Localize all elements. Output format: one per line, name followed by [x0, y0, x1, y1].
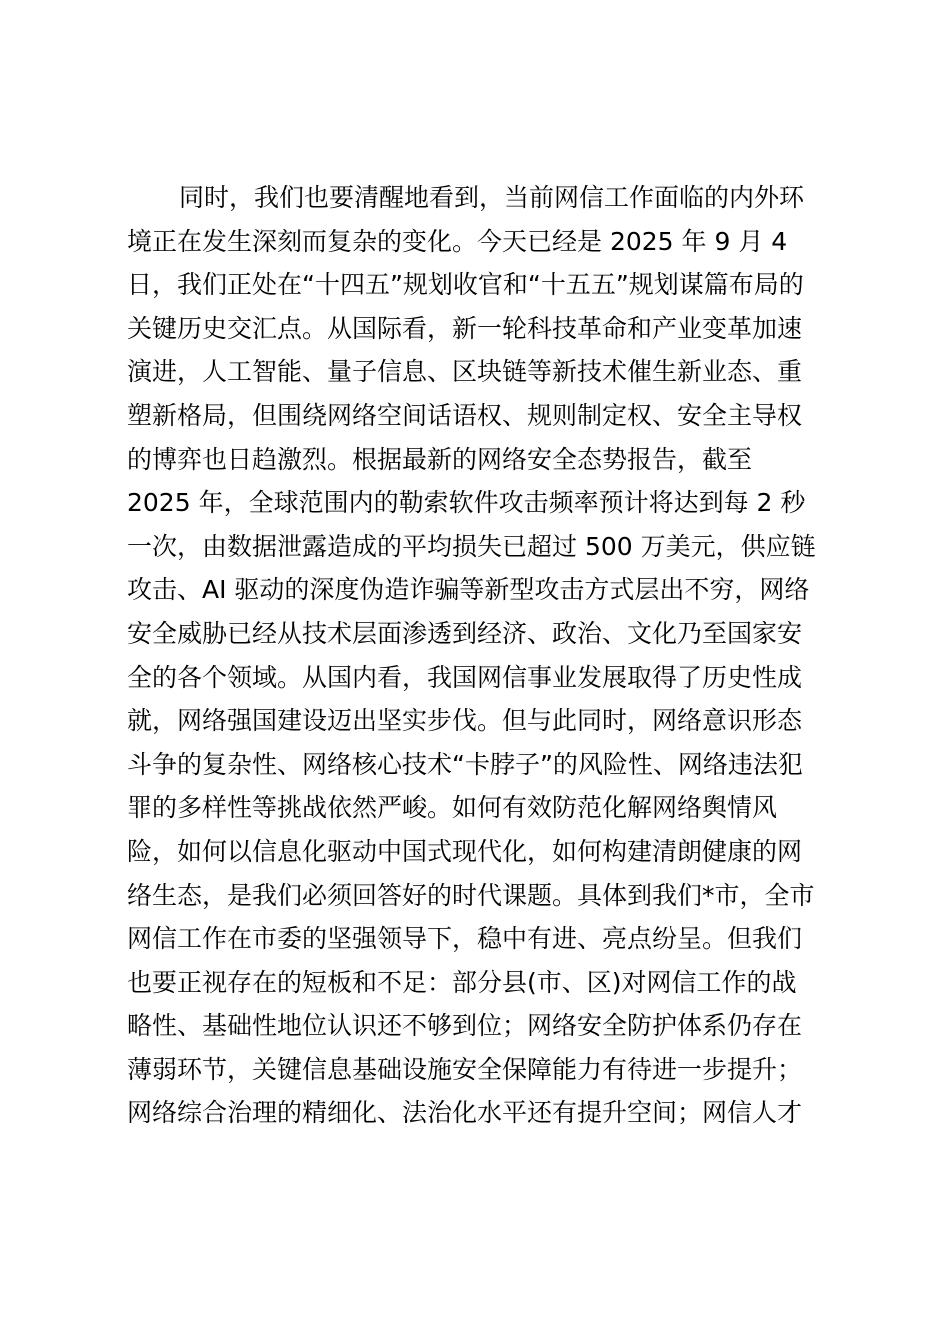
- paragraph-line: 就，网络强国建设迈出坚实步伐。但与此同时，网络意识形态: [127, 706, 803, 736]
- paragraph-line: 安全威胁已经从技术层面渗透到经济、政治、文化乃至国家安: [127, 618, 803, 648]
- paragraph-line: 全的各个领域。从国内看，我国网信事业发展取得了历史性成: [127, 662, 803, 692]
- paragraph-line: 一次，由数据泄露造成的平均损失已超过 500 万美元，供应链: [127, 531, 816, 561]
- paragraph-line: 也要正视存在的短板和不足：部分县(市、区)对网信工作的战: [127, 967, 797, 997]
- paragraph-line: 塑新格局，但围绕网络空间话语权、规则制定权、安全主导权: [127, 400, 803, 430]
- paragraph-line: 薄弱环节，关键信息基础设施安全保障能力有待进一步提升；: [127, 1054, 803, 1084]
- paragraph-line: 网信工作在市委的坚强领导下，稳中有进、亮点纷呈。但我们: [127, 924, 803, 954]
- paragraph-line: 演进，人工智能、量子信息、区块链等新技术催生新业态、重: [127, 357, 803, 387]
- paragraph-line: 2025 年，全球范围内的勒索软件攻击频率预计将达到每 2 秒: [127, 488, 806, 518]
- paragraph-line: 络生态，是我们必须回答好的时代课题。具体到我们*市，全市: [127, 880, 815, 910]
- paragraph-line: 境正在发生深刻而复杂的变化。今天已经是 2025 年 9 月 4: [127, 226, 788, 256]
- body-paragraph: [127, 176, 837, 1135]
- paragraph-line: 罪的多样性等挑战依然严峻。如何有效防范化解网络舆情风: [127, 793, 778, 823]
- paragraph-line: 关键历史交汇点。从国际看，新一轮科技革命和产业变革加速: [127, 313, 803, 343]
- paragraph-line: 斗争的复杂性、网络核心技术“卡脖子”的风险性、网络违法犯: [127, 749, 803, 779]
- paragraph-line: 险，如何以信息化驱动中国式现代化，如何构建清朗健康的网: [127, 836, 803, 866]
- paragraph-line: 日，我们正处在“十四五”规划收官和“十五五”规划谋篇布局的: [127, 270, 804, 300]
- paragraph-line: 攻击、AI 驱动的深度伪造诈骗等新型攻击方式层出不穷，网络: [127, 575, 810, 605]
- paragraph-line: 略性、基础性地位认识还不够到位；网络安全防护体系仍存在: [127, 1011, 803, 1041]
- paragraph-line: 的博弈也日趋激烈。根据最新的网络安全态势报告，截至: [127, 444, 753, 474]
- paragraph-line: 网络综合治理的精细化、法治化水平还有提升空间；网信人才: [127, 1098, 803, 1128]
- paragraph-line: 同时，我们也要清醒地看到，当前网信工作面临的内外环: [179, 183, 805, 212]
